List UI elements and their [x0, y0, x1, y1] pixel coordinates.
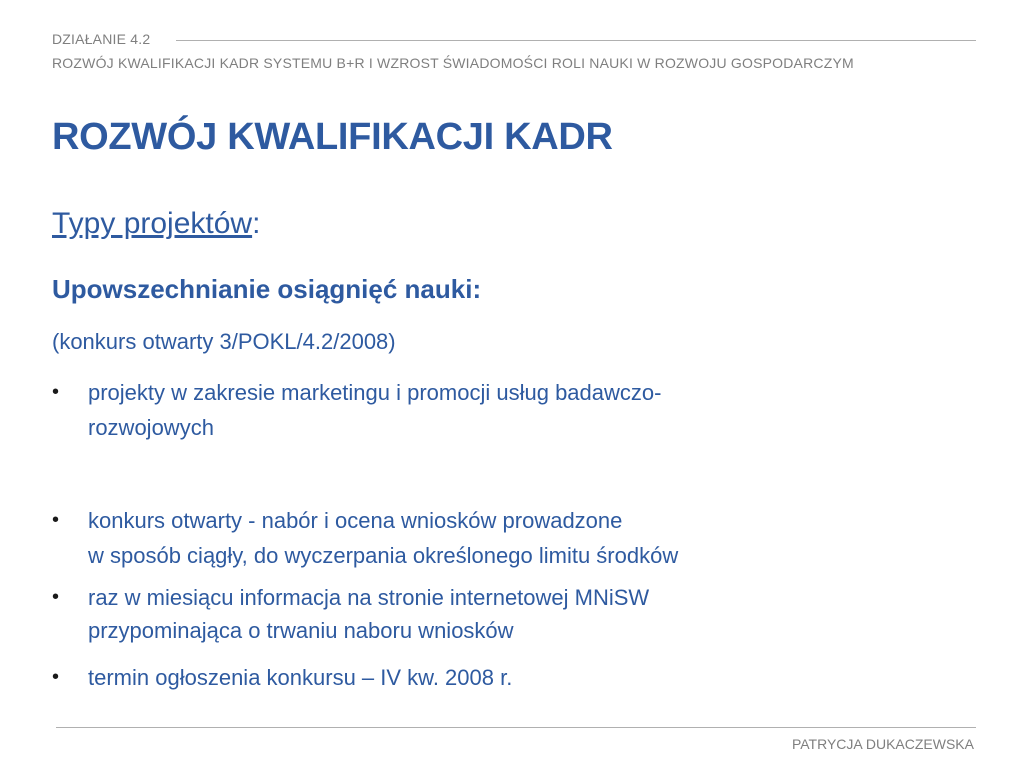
- bullet-text: [88, 581, 952, 647]
- bullet-text: [88, 660, 952, 695]
- bullet-item: [52, 660, 952, 695]
- bullet-text-line: rozwojowych: [88, 415, 214, 440]
- bullet-item: [52, 503, 952, 573]
- bullet-icon: •: [52, 666, 60, 688]
- footer-author: PATRYCJA DUKACZEWSKA: [791, 736, 974, 752]
- slide-title: ROZWÓJ KWALIFIKACJI KADR: [52, 116, 613, 158]
- action-label: DZIAŁANIE 4.2: [52, 31, 151, 47]
- section-heading-text: Typy projektów: [52, 207, 253, 240]
- section-heading: [52, 207, 260, 241]
- subheading: Upowszechnianie osiągnięć nauki:: [52, 274, 482, 304]
- footer-divider: [56, 727, 976, 728]
- header-subtitle: ROZWÓJ KWALIFIKACJI KADR SYSTEMU B+R I WZROST ŚWIADOMOŚCI ROLI NAUKI W ROZWOJU GOSPODARCZYM: [52, 55, 854, 71]
- bullet-text: [88, 375, 952, 445]
- bullet-text-line: przypominająca o trwaniu naboru wniosków: [88, 618, 514, 643]
- bullet-item: [52, 581, 952, 647]
- bullet-text-line: konkurs otwarty - nabór i ocena wniosków prowadzone: [88, 508, 623, 533]
- bullet-text-line: raz w miesiącu informacja na stronie internetowej MNiSW: [88, 585, 650, 610]
- bullet-icon: •: [52, 586, 60, 608]
- bullet-item: [52, 375, 952, 445]
- contest-reference: (konkurs otwarty 3/POKL/4.2/2008): [52, 329, 396, 354]
- bullet-text-line: w sposób ciągły, do wyczerpania określonego limitu środków: [88, 543, 679, 568]
- bullet-text-line: projekty w zakresie marketingu i promocji usług badawczo-: [88, 380, 662, 405]
- bullet-icon: •: [52, 381, 60, 403]
- section-heading-colon: :: [252, 207, 261, 240]
- bullet-icon: •: [52, 509, 60, 531]
- header-divider: [176, 40, 976, 41]
- bullet-text-line: termin ogłoszenia konkursu – IV kw. 2008 r.: [88, 665, 513, 690]
- bullet-text: [88, 503, 952, 573]
